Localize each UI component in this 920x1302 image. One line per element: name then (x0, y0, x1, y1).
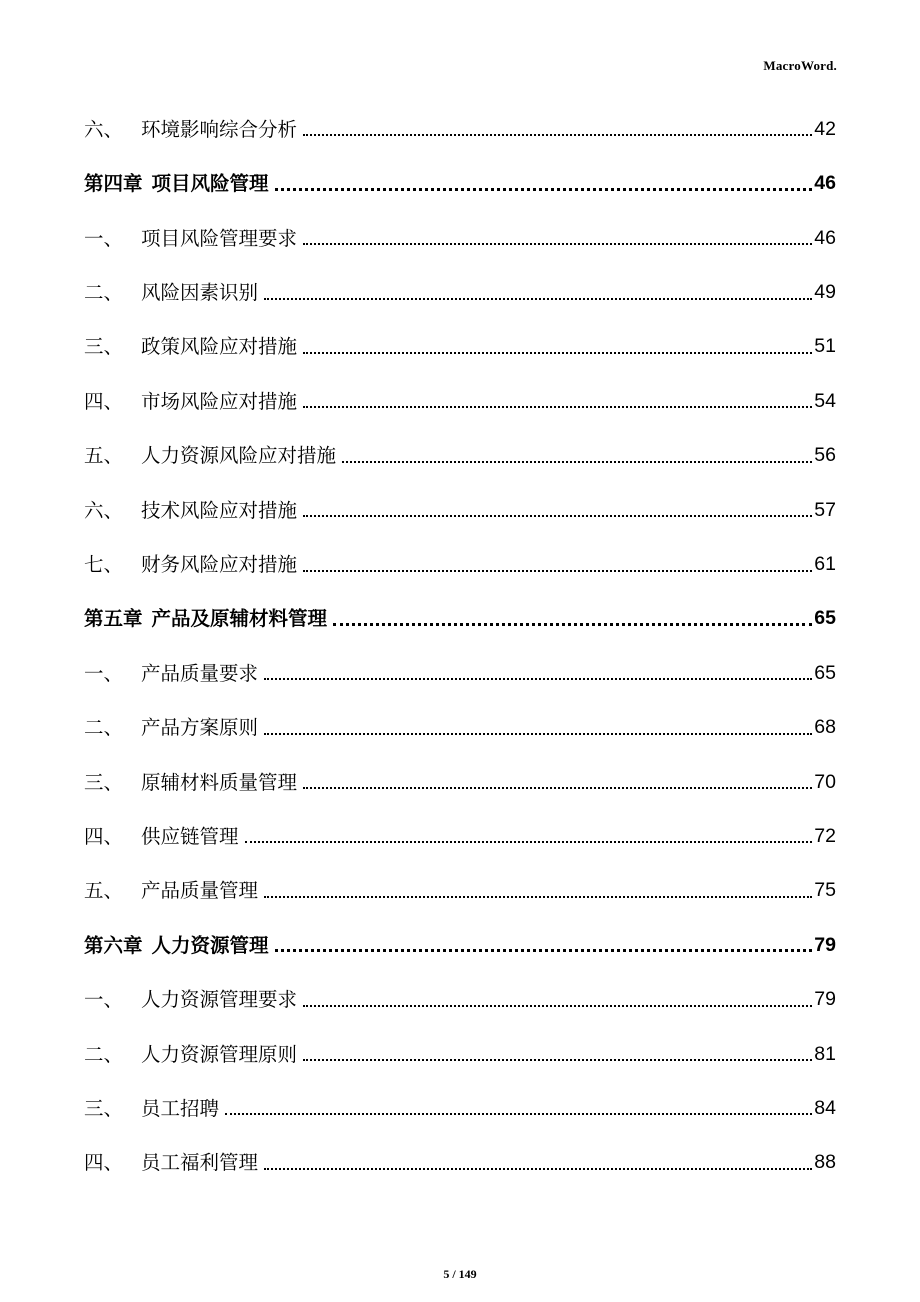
toc-page-number: 79 (814, 988, 836, 1011)
toc-chapter-title: 产品及原辅材料管理 (151, 607, 328, 631)
toc-page-number: 88 (814, 1151, 836, 1174)
toc-item-number: 一、 (84, 661, 124, 685)
toc-leader-dots (303, 1059, 812, 1061)
toc-chapter-label: 第四章 (84, 172, 143, 196)
toc-item[interactable] (84, 218, 836, 272)
toc-item-title: 市场风险应对措施 (141, 389, 298, 413)
toc-page-number: 65 (814, 607, 836, 630)
toc-item-title: 风险因素识别 (141, 281, 259, 305)
toc-page-number: 49 (814, 281, 836, 304)
toc-chapter-label: 第五章 (84, 607, 143, 631)
toc-item-title: 人力资源管理要求 (141, 988, 298, 1012)
toc-leader-dots (275, 188, 813, 191)
toc-page-number: 84 (814, 1096, 836, 1119)
toc-item-title: 人力资源风险应对措施 (141, 444, 337, 468)
toc-leader-dots (342, 461, 812, 463)
toc-item[interactable] (84, 762, 836, 816)
toc-chapter[interactable] (84, 163, 836, 217)
toc-item[interactable] (84, 109, 836, 163)
toc-leader-dots (245, 841, 813, 843)
toc-item[interactable] (84, 707, 836, 761)
toc-item-number: 六、 (84, 117, 124, 141)
toc-item[interactable] (84, 435, 836, 489)
toc-leader-dots (264, 678, 812, 680)
toc-chapter[interactable] (84, 925, 836, 979)
toc-leader-dots (264, 896, 812, 898)
toc-item-number: 二、 (84, 716, 124, 740)
toc-item[interactable] (84, 1142, 836, 1196)
toc-item-number: 六、 (84, 498, 124, 522)
toc-leader-dots (303, 787, 812, 789)
toc-page-number: 46 (814, 226, 836, 249)
toc-item-number: 三、 (84, 770, 124, 794)
toc-page-number: 81 (814, 1042, 836, 1065)
toc-item-title: 产品质量管理 (141, 879, 259, 903)
toc-item-title: 技术风险应对措施 (141, 498, 298, 522)
toc-leader-dots (303, 570, 812, 572)
toc-item-title: 供应链管理 (141, 824, 239, 848)
toc-item-number: 二、 (84, 281, 124, 305)
toc-page-number: 72 (814, 824, 836, 847)
toc-leader-dots (264, 733, 812, 735)
toc-chapter-label: 第六章 (84, 933, 143, 957)
toc-item-number: 一、 (84, 988, 124, 1012)
toc-item[interactable] (84, 490, 836, 544)
toc-item-number: 四、 (84, 824, 124, 848)
toc-item[interactable] (84, 1034, 836, 1088)
toc-page-number: 68 (814, 716, 836, 739)
toc-item[interactable] (84, 870, 836, 924)
table-of-contents (84, 109, 836, 1197)
toc-item-number: 三、 (84, 335, 124, 359)
toc-leader-dots (303, 406, 812, 408)
toc-item[interactable] (84, 816, 836, 870)
toc-item[interactable] (84, 327, 836, 381)
toc-item-number: 七、 (84, 553, 124, 577)
toc-item[interactable] (84, 653, 836, 707)
toc-item[interactable] (84, 1088, 836, 1142)
toc-item-title: 项目风险管理要求 (141, 226, 298, 250)
toc-leader-dots (303, 243, 812, 245)
toc-leader-dots (275, 949, 813, 952)
toc-leader-dots (264, 298, 812, 300)
toc-item-number: 一、 (84, 226, 124, 250)
toc-item-title: 产品质量要求 (141, 661, 259, 685)
toc-chapter-title: 人力资源管理 (151, 933, 269, 957)
toc-page-number: 46 (814, 172, 836, 195)
toc-leader-dots (303, 134, 812, 136)
toc-item-number: 三、 (84, 1096, 124, 1120)
toc-page-number: 54 (814, 389, 836, 412)
toc-leader-dots (225, 1113, 812, 1115)
toc-leader-dots (303, 515, 812, 517)
toc-page-number: 75 (814, 879, 836, 902)
toc-page-number: 70 (814, 770, 836, 793)
toc-leader-dots (264, 1168, 812, 1170)
toc-item-number: 五、 (84, 444, 124, 468)
toc-item-number: 二、 (84, 1042, 124, 1066)
toc-item-title: 政策风险应对措施 (141, 335, 298, 359)
toc-item-title: 环境影响综合分析 (141, 117, 298, 141)
toc-chapter-heading (84, 609, 327, 629)
toc-item-title: 产品方案原则 (141, 716, 259, 740)
toc-item-title: 财务风险应对措施 (141, 553, 298, 577)
toc-item-title: 员工招聘 (141, 1096, 220, 1120)
toc-item-title: 员工福利管理 (141, 1151, 259, 1175)
toc-item-number: 四、 (84, 389, 124, 413)
toc-item-title: 人力资源管理原则 (141, 1042, 298, 1066)
toc-page-number: 56 (814, 444, 836, 467)
toc-item[interactable] (84, 979, 836, 1033)
header-brand: MacroWord. (763, 58, 837, 73)
toc-page-number: 61 (814, 553, 836, 576)
toc-item[interactable] (84, 381, 836, 435)
toc-chapter-heading (84, 933, 269, 957)
toc-leader-dots (303, 352, 812, 354)
toc-chapter-heading (84, 174, 269, 194)
toc-page-number: 57 (814, 498, 836, 521)
toc-chapter[interactable] (84, 599, 836, 653)
toc-page-number: 51 (814, 335, 836, 358)
toc-leader-dots (303, 1005, 812, 1007)
page-indicator: 5 / 149 (443, 1267, 477, 1281)
toc-item-number: 四、 (84, 1151, 124, 1175)
toc-item[interactable] (84, 544, 836, 598)
toc-page-number: 42 (814, 117, 836, 140)
toc-item-title: 原辅材料质量管理 (141, 770, 298, 794)
toc-chapter-title: 项目风险管理 (151, 172, 269, 196)
toc-item-number: 五、 (84, 879, 124, 903)
toc-page-number: 79 (814, 933, 836, 956)
toc-item[interactable] (84, 272, 836, 326)
toc-page-number: 65 (814, 661, 836, 684)
toc-leader-dots (333, 623, 812, 626)
